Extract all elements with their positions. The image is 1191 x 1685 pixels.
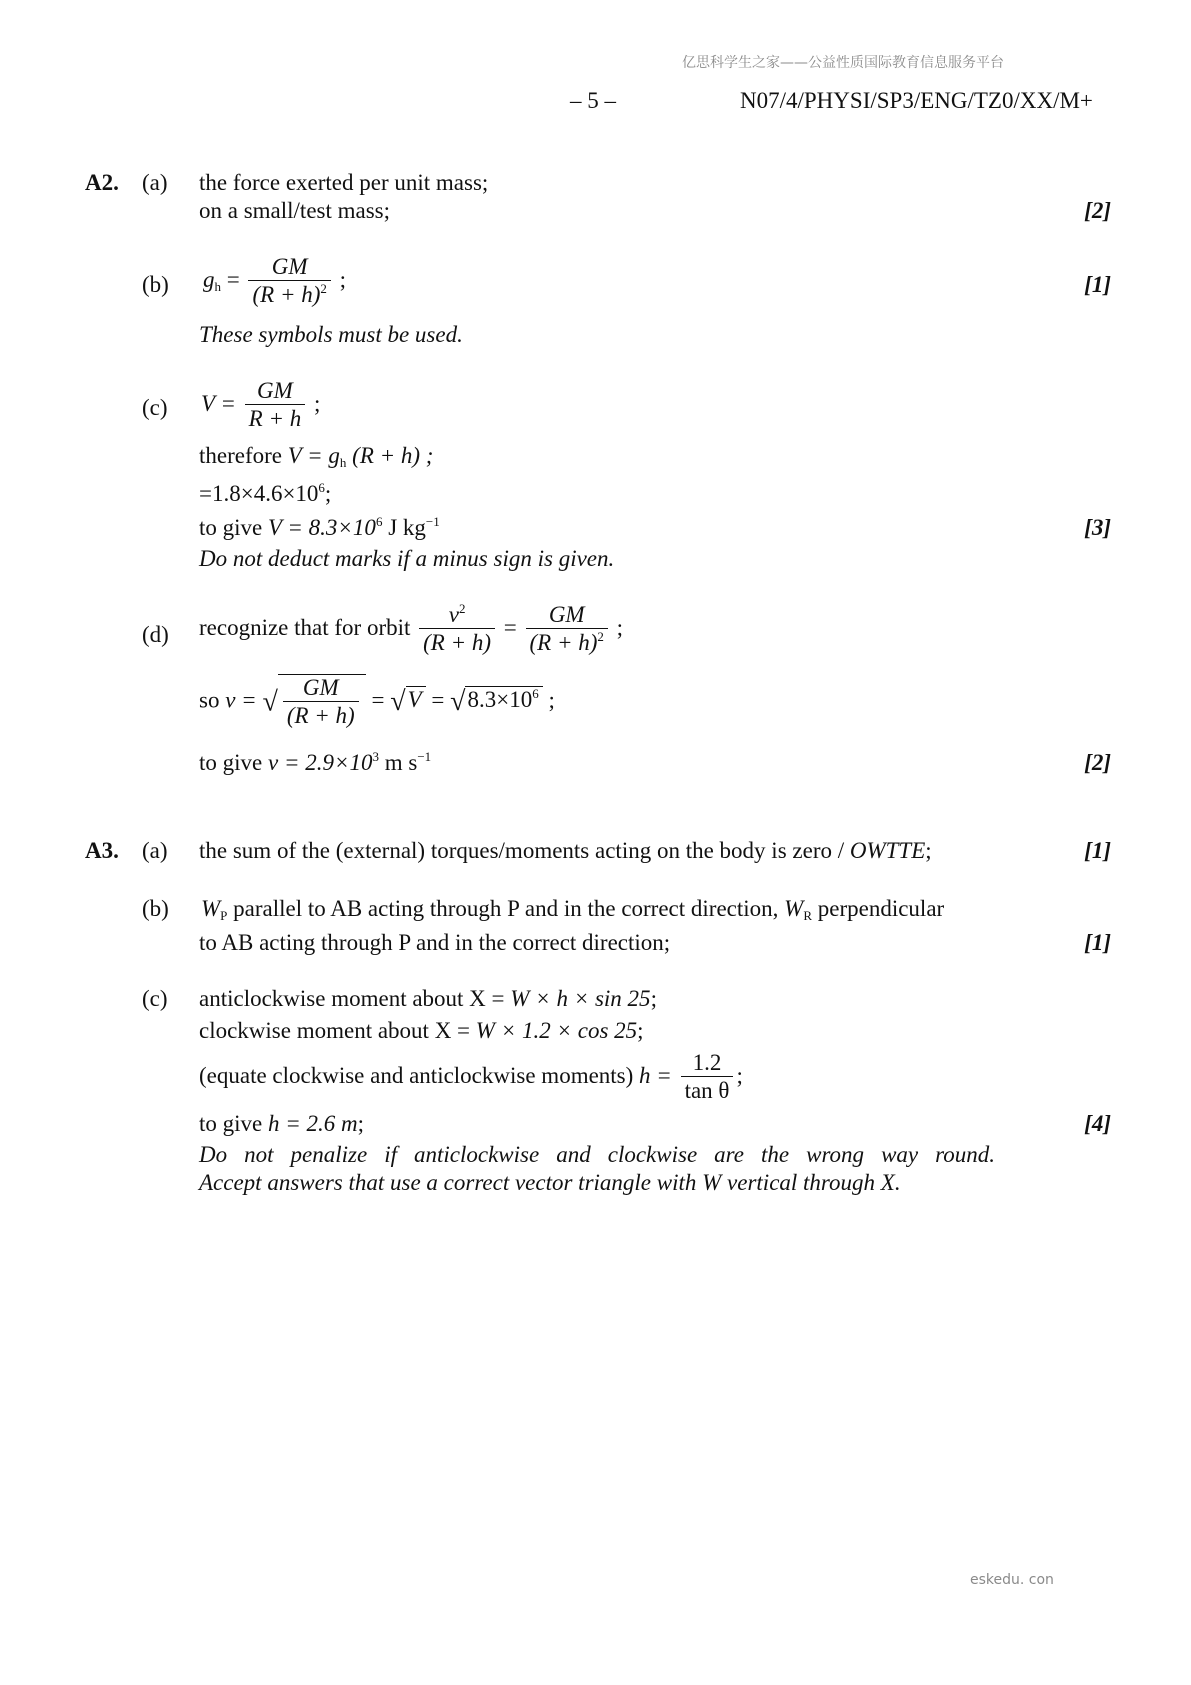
a3c-line4-pre: to give — [199, 1111, 263, 1136]
a2d-end: ; — [616, 614, 624, 640]
a2d-line3-pre: to give — [199, 750, 263, 775]
a2b-end: ; — [339, 266, 347, 292]
a3b-w1: W — [201, 896, 221, 921]
a3c-f-den: tan θ — [681, 1076, 734, 1105]
a3c-line3-end: ; — [736, 1062, 743, 1088]
a2c-line4-val: V = 8.3×10 — [268, 515, 376, 540]
a2d-line3 — [199, 750, 431, 776]
a2c-line3-end: ; — [324, 481, 332, 506]
a2d-rad1-num: GM — [302, 675, 339, 700]
a2c-line4-unit: J kg — [388, 515, 426, 540]
a2c-line2-v: V = g — [287, 443, 340, 468]
a3b-line1 — [201, 896, 944, 922]
question-label-a3: A3. — [85, 838, 119, 863]
a3c-line2-end: ; — [637, 1018, 644, 1043]
a2d-rad1 — [278, 674, 366, 730]
a3a-end: ; — [925, 838, 932, 863]
a2c-fraction — [245, 378, 306, 433]
sqrt-sign-icon: √ — [450, 686, 466, 718]
mark-a2c: [3] — [1084, 515, 1111, 540]
sqrt-sign-icon: √ — [390, 686, 406, 718]
a2c-line2 — [199, 443, 433, 469]
a2d-sqrt3 — [450, 686, 543, 718]
a2d-line2 — [199, 674, 555, 730]
a3a-owtte: OWTTE — [849, 838, 926, 863]
part-label-a3c: (c) — [142, 986, 168, 1011]
a2d-f1-num-wrap — [419, 602, 495, 628]
page-number: – 5 – — [570, 88, 616, 113]
a2d-rad1-fraction — [283, 675, 359, 730]
a2c-num: GM — [257, 378, 293, 403]
a2d-rad3-wrap — [465, 686, 542, 713]
a2d-eq2: = — [371, 687, 385, 713]
a3c-fraction — [681, 1050, 734, 1105]
a3b-w1-sub: P — [220, 908, 228, 923]
top-watermark: 亿思科学生之家——公益性质国际教育信息服务平台 — [682, 55, 1004, 71]
a2d-line1 — [199, 602, 623, 657]
a2d-line3-unit: m s — [384, 750, 418, 775]
a2d-f1-den: (R + h) — [419, 628, 495, 657]
a2b-den-sup: 2 — [320, 281, 327, 297]
a2a-line2: on a small/test mass; — [199, 198, 391, 223]
a3c-line3-pre: (equate clockwise and anticlockwise moments) — [199, 1062, 634, 1088]
a2c-line2-sub: h — [339, 455, 347, 470]
a3c-line2 — [199, 1018, 644, 1044]
a3c-line4 — [199, 1111, 364, 1137]
a3b-text1: parallel to AB acting through P and in the correct direction, — [233, 896, 779, 921]
mark-a3a: [1] — [1084, 838, 1111, 863]
a2d-line1-pre: recognize that for orbit — [199, 614, 411, 640]
a2d-f2-num: GM — [548, 602, 585, 627]
a2d-end2: ; — [548, 687, 555, 713]
a2c-line4-pre: to give — [199, 515, 263, 540]
a2b-den: (R + h) — [252, 282, 321, 308]
a2c-lhs: V = — [201, 390, 236, 416]
a2d-sqrt2 — [390, 686, 425, 718]
part-label-a3a: (a) — [142, 838, 168, 863]
a2d-fraction2 — [526, 602, 608, 657]
a3c-line2-pre: clockwise moment about X = — [199, 1018, 476, 1043]
a3c-f-num: 1.2 — [692, 1050, 722, 1075]
a3b-w2: W — [784, 896, 804, 921]
part-label-a2c: (c) — [142, 395, 168, 420]
a3b-w2-sub: R — [803, 908, 812, 923]
a2c-line3 — [199, 481, 331, 507]
a2c-line4 — [199, 515, 440, 541]
a2d-line3-sup: 3 — [372, 749, 379, 764]
mark-a3c: [4] — [1084, 1111, 1111, 1136]
a2d-f2-den-wrap — [526, 628, 608, 657]
a3b-line2: to AB acting through P and in the correct direction; — [199, 930, 671, 955]
a3c-note1: Do not penalize if anticlockwise and clockwise are the wrong way round. — [199, 1142, 995, 1167]
a2d-line3-unit-sup: −1 — [417, 749, 432, 764]
a2c-line3-pre: =1.8×4.6×10 — [199, 481, 319, 506]
a3c-line3 — [199, 1050, 743, 1105]
part-label-a2a: (a) — [142, 170, 168, 195]
a2b-equation — [203, 254, 346, 309]
a3a-text: the sum of the (external) torques/moments acting on the body is zero / — [199, 838, 845, 863]
a2c-den: R + h — [245, 404, 306, 433]
document-code: N07/4/PHYSI/SP3/ENG/TZ0/XX/M+ — [740, 88, 1093, 113]
a3c-line4-end: ; — [357, 1111, 365, 1136]
a3c-line3-h: h = — [639, 1062, 672, 1088]
a3c-line2-math: W × 1.2 × cos 25 — [475, 1018, 638, 1043]
mark-a2d: [2] — [1084, 750, 1111, 775]
a2d-line2-v: v = — [225, 687, 257, 713]
a2d-f2-den: (R + h) — [529, 630, 598, 656]
a2d-f2-den-sup: 2 — [597, 629, 604, 645]
a3c-line1-pre: anticlockwise moment about X = — [199, 986, 511, 1011]
a2d-fraction1 — [419, 602, 495, 657]
a2b-num: GM — [271, 254, 308, 279]
a2b-lhs: g — [203, 266, 215, 292]
a2d-line3-val: v = 2.9×10 — [268, 750, 373, 775]
sqrt-sign-icon: √ — [262, 686, 278, 718]
a2d-eq3: = — [431, 687, 445, 713]
mark-a3b: [1] — [1084, 930, 1111, 955]
a2c-note: Do not deduct marks if a minus sign is given. — [199, 546, 615, 571]
a2c-equation — [201, 378, 320, 433]
part-label-a3b: (b) — [142, 896, 169, 921]
a2d-f1-num-sup: 2 — [458, 601, 466, 616]
a2b-eq: = — [226, 266, 240, 292]
a2b-lhs-sub: h — [214, 278, 221, 294]
a2d-rad3: 8.3×10 — [467, 687, 533, 713]
a3c-line1 — [199, 986, 657, 1012]
a2b-note: These symbols must be used. — [199, 322, 463, 347]
a2c-line2-rest: (R + h) ; — [352, 443, 434, 468]
a2c-line4-sup: 6 — [375, 514, 383, 529]
a2d-rad3-sup: 6 — [532, 686, 539, 702]
a2d-line2-pre: so — [199, 687, 220, 713]
a3c-line1-end: ; — [650, 986, 657, 1011]
question-label-a2: A2. — [85, 170, 119, 195]
a2d-sqrt1 — [262, 674, 365, 730]
bottom-watermark: eskedu. con — [970, 1572, 1054, 1588]
a2a-line1: the force exerted per unit mass; — [199, 170, 489, 195]
a2d-rad2: V — [406, 686, 426, 713]
a2d-f1-num: v — [448, 602, 459, 627]
a2b-fraction — [248, 254, 330, 309]
a2c-end: ; — [313, 390, 321, 416]
part-label-a2d: (d) — [142, 622, 169, 647]
part-label-a2b: (b) — [142, 272, 169, 297]
a2c-line2-pre: therefore — [199, 443, 282, 468]
a2d-eq: = — [503, 614, 517, 640]
a3c-note2: Accept answers that use a correct vector triangle with W vertical through X. — [199, 1170, 901, 1195]
mark-a2a: [2] — [1084, 198, 1111, 223]
a2c-line4-unit-sup: −1 — [425, 514, 440, 529]
a3c-line1-math: W × h × sin 25 — [510, 986, 651, 1011]
mark-a2b: [1] — [1084, 272, 1111, 297]
a3b-text2: perpendicular — [817, 896, 945, 921]
a2c-line3-sup: 6 — [318, 480, 325, 495]
a2b-den-wrap — [248, 280, 330, 309]
a3a-line — [199, 838, 932, 864]
a2d-rad1-den: (R + h) — [283, 701, 359, 730]
a3c-line4-val: h = 2.6 m — [268, 1111, 358, 1136]
